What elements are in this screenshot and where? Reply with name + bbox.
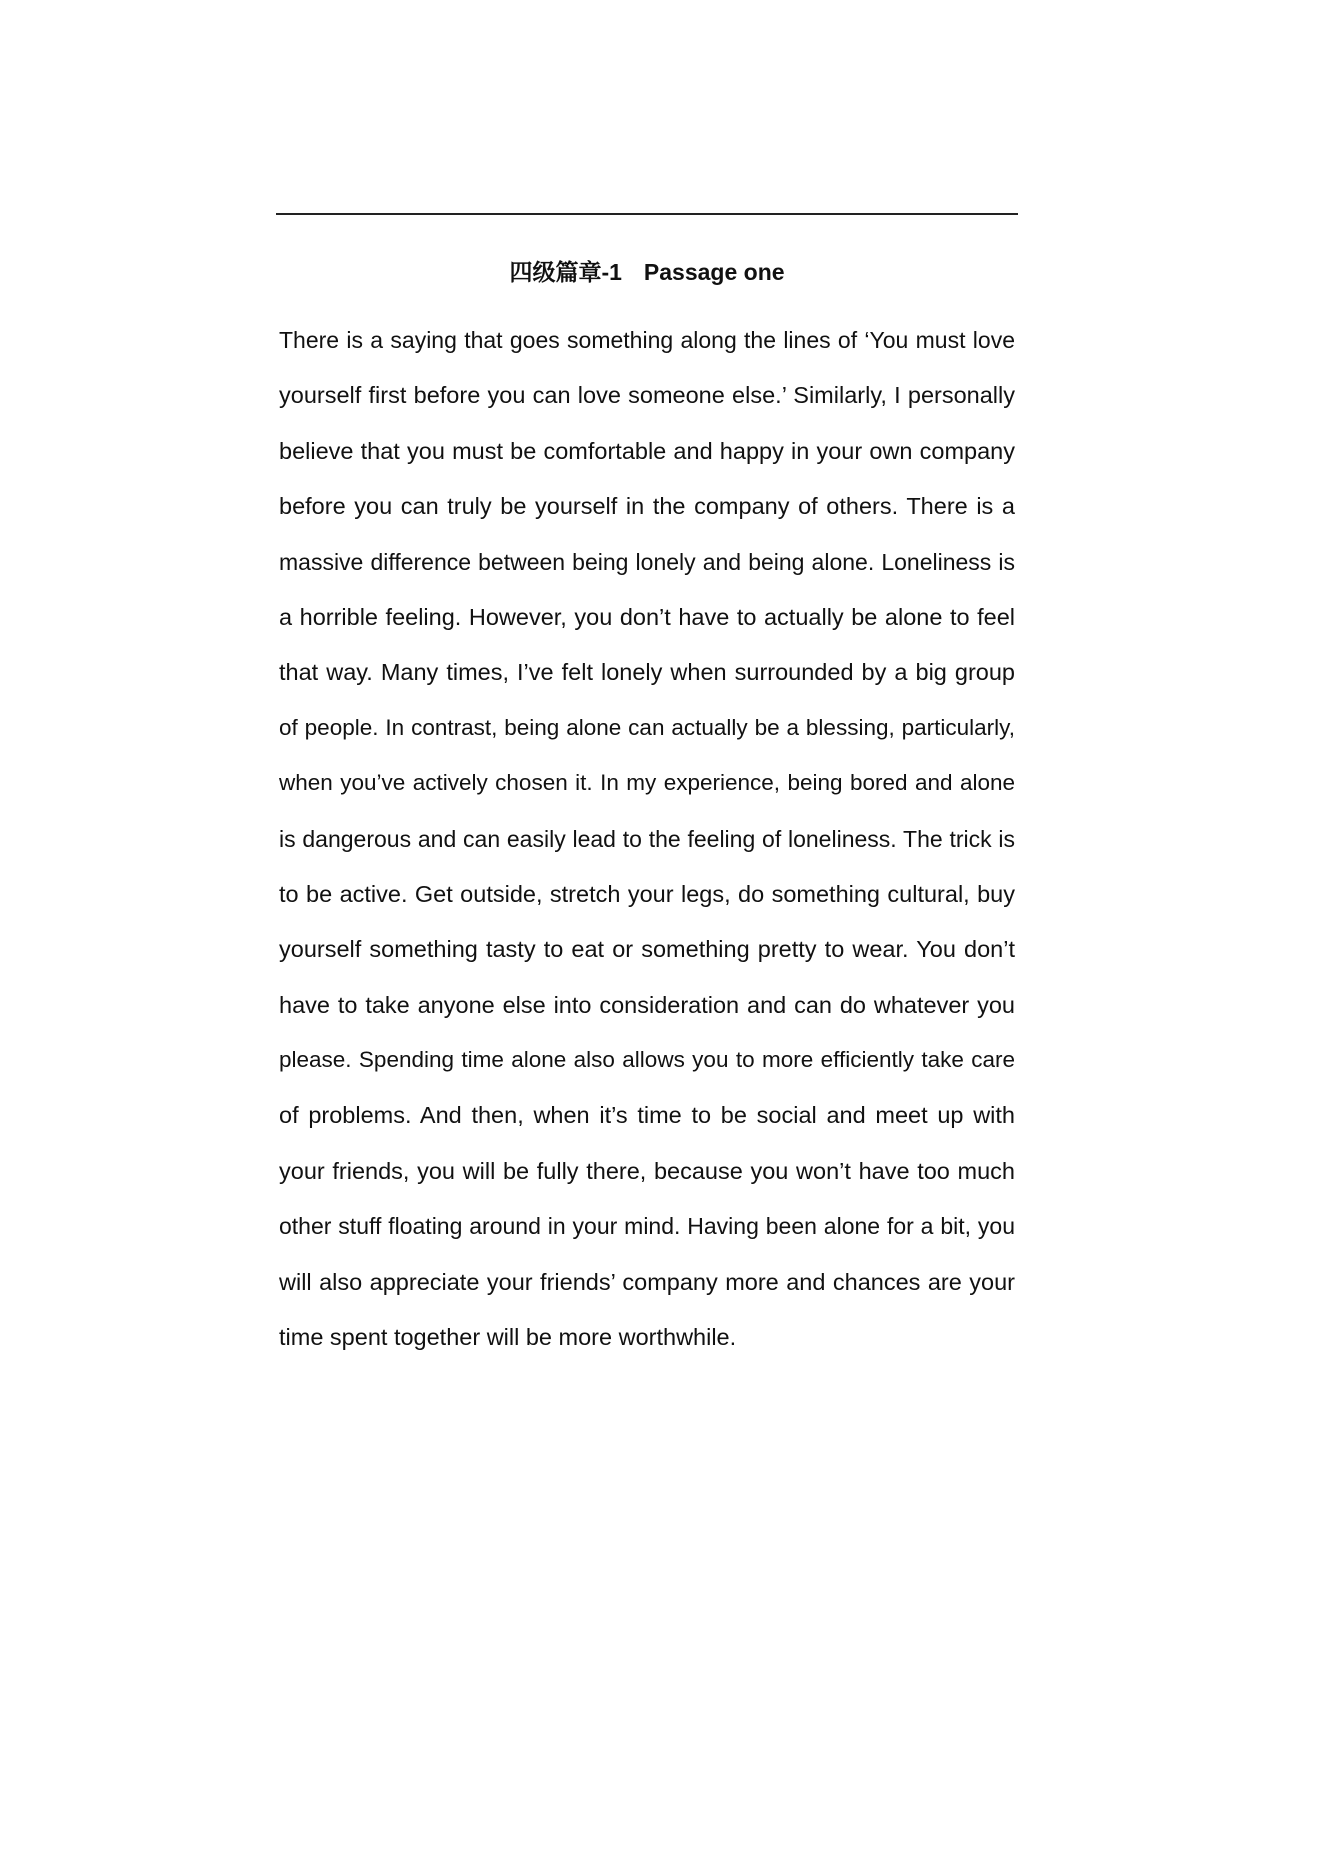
passage-title-en: Passage one (643, 259, 785, 285)
passage-title (276, 255, 1018, 289)
passage-line: believe that you must be comfortable and happy in your own company (279, 437, 1015, 464)
passage-line: please. Spending time alone also allows you to more efficiently take care (279, 1047, 1015, 1073)
passage-line: massive difference between being lonely and being alone. Loneliness is (279, 548, 1015, 575)
passage-line: is dangerous and can easily lead to the feeling of loneliness. The trick is (279, 825, 1015, 852)
header-rule (276, 213, 1018, 215)
passage-line: that way. Many times, I’ve felt lonely when surrounded by a big group (279, 659, 1015, 686)
passage-line: yourself something tasty to eat or something pretty to wear. You don’t (279, 936, 1015, 963)
passage-line: time spent together will be more worthwhile. (279, 1324, 737, 1351)
passage-title-cn: 四级篇章-1 (509, 259, 622, 285)
passage-line: There is a saying that goes something along the lines of ‘You must love (279, 327, 1015, 353)
passage-line: when you’ve actively chosen it. In my experience, being bored and alone (279, 770, 1015, 796)
passage-line: have to take anyone else into consideration and can do whatever you (279, 991, 1015, 1018)
passage-line: of people. In contrast, being alone can actually be a blessing, particularly, (279, 714, 1015, 740)
passage-line: yourself first before you can love someone else.’ Similarly, I personally (279, 382, 1015, 409)
passage-line: your friends, you will be fully there, because you won’t have too much (279, 1157, 1015, 1184)
passage-line: will also appreciate your friends’ company more and chances are your (279, 1268, 1015, 1295)
passage-line: of problems. And then, when it’s time to be social and meet up with (279, 1102, 1015, 1129)
passage-body (279, 318, 1015, 1370)
passage-line: a horrible feeling. However, you don’t have to actually be alone to feel (279, 603, 1015, 630)
passage-line: before you can truly be yourself in the company of others. There is a (279, 493, 1015, 520)
passage-line: to be active. Get outside, stretch your legs, do something cultural, buy (279, 880, 1015, 907)
passage-line: other stuff floating around in your mind. Having been alone for a bit, you (279, 1213, 1015, 1240)
